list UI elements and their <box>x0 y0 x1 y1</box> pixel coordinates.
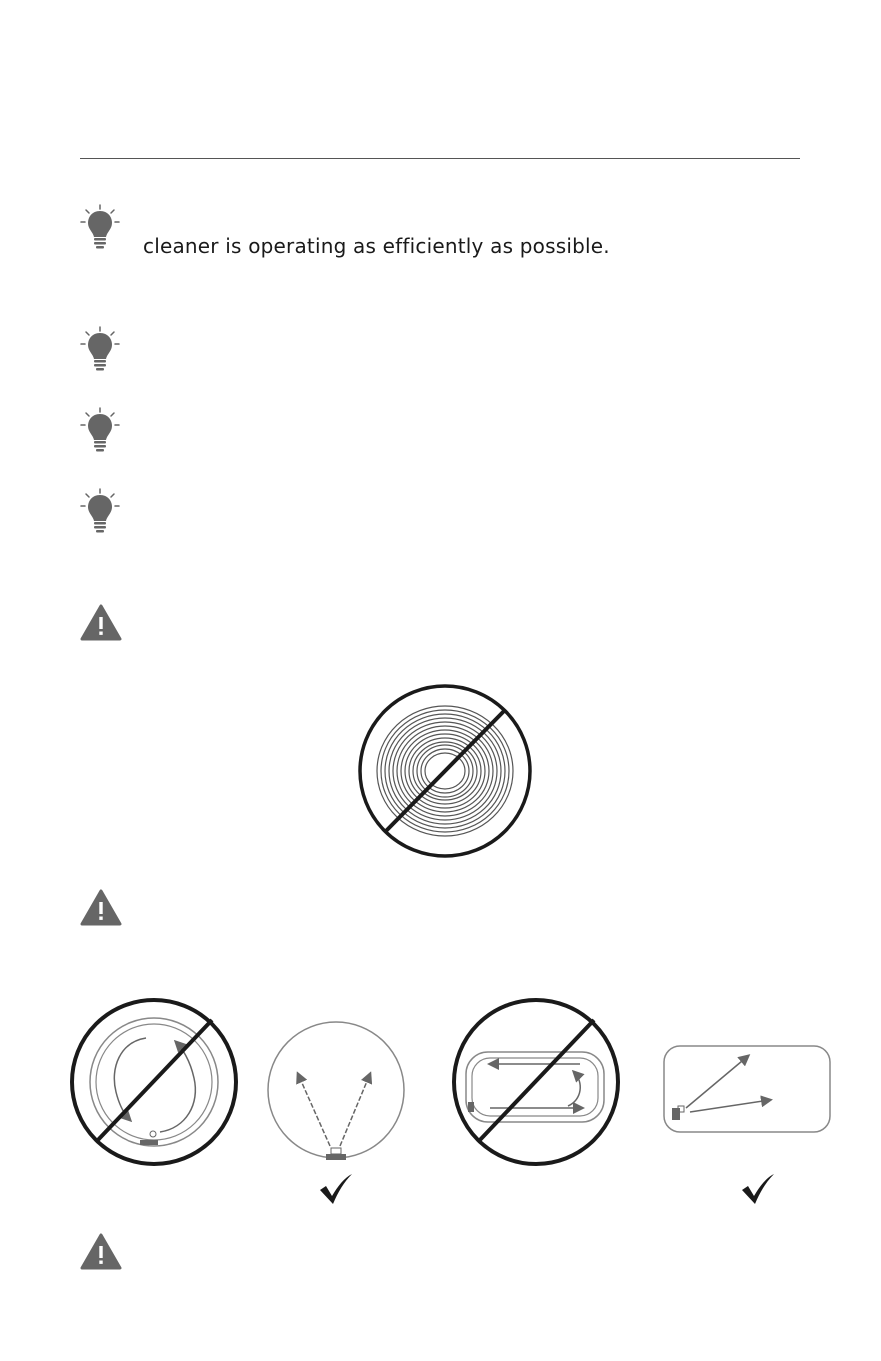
lightbulb-icon <box>80 204 120 250</box>
no-back-and-forth-path-icon <box>450 996 622 1168</box>
round-pool-correct-path-icon <box>264 1018 408 1166</box>
warning-triangle-icon <box>80 1233 122 1271</box>
header-divider <box>80 158 800 159</box>
no-circular-path-icon <box>68 996 240 1168</box>
rectangular-pool-correct-path-icon <box>660 1042 836 1138</box>
checkmark-icon <box>740 1172 776 1206</box>
lightbulb-icon <box>80 326 120 372</box>
no-coiled-cord-icon <box>356 684 534 858</box>
lightbulb-icon <box>80 407 120 453</box>
tip-text: cleaner is operating as efficiently as possible. <box>143 234 610 258</box>
lightbulb-icon <box>80 488 120 534</box>
warning-triangle-icon <box>80 604 122 642</box>
checkmark-icon <box>318 1172 354 1206</box>
warning-triangle-icon <box>80 889 122 927</box>
